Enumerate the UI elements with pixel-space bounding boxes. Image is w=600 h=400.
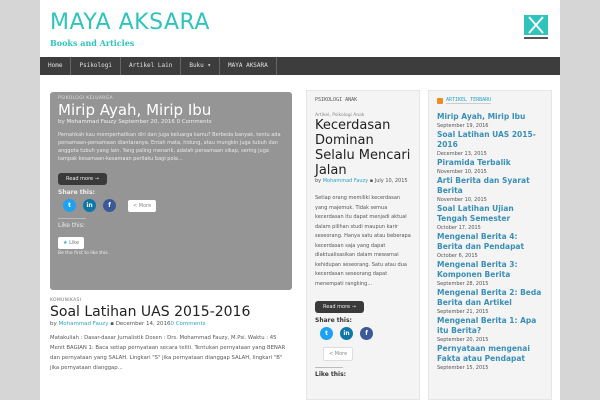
psikologi-anak-widget bbox=[306, 90, 420, 400]
recent-post-link[interactable]: Mengenal Berita 3: Komponen Berita bbox=[437, 260, 518, 279]
post-category[interactable]: Artikel, Psikologi Anak bbox=[315, 113, 365, 118]
recent-post-date: September 21, 2015 bbox=[437, 309, 489, 315]
widget-header bbox=[437, 97, 543, 104]
post-title[interactable]: Soal Latihan UAS 2015-2016 bbox=[50, 304, 251, 320]
recent-post-date: December 13, 2015 bbox=[437, 151, 487, 157]
recent-post-link[interactable]: Mengenal Berita 2: Beda Berita dan Artikel bbox=[437, 288, 542, 307]
share-icon: < bbox=[329, 351, 335, 357]
recent-post-link[interactable]: Mirip Ayah, Mirip Ibu bbox=[437, 112, 526, 121]
divider bbox=[315, 367, 343, 368]
by-label: by bbox=[50, 321, 59, 327]
author-link[interactable]: Mohammad Fauzy bbox=[58, 321, 109, 327]
share-buttons bbox=[315, 327, 411, 340]
post-soal-latihan bbox=[50, 298, 292, 373]
post-date: December 14, 2016 bbox=[115, 321, 171, 327]
like-button[interactable] bbox=[58, 237, 84, 249]
main-nav bbox=[40, 57, 560, 75]
site-description: Books and Articles bbox=[50, 38, 135, 48]
recent-post-date: September 19, 2016 bbox=[437, 123, 489, 129]
facebook-share-icon[interactable]: f bbox=[360, 327, 373, 340]
read-more-button[interactable]: Read more → bbox=[58, 173, 107, 185]
star-icon: ★ bbox=[63, 240, 70, 246]
read-more-button[interactable]: Read more → bbox=[315, 301, 364, 313]
recent-posts-widget bbox=[428, 90, 552, 400]
share-more-label: More bbox=[138, 202, 152, 209]
linkedin-share-icon[interactable]: in bbox=[340, 327, 353, 340]
share-label: Share this: bbox=[58, 189, 95, 196]
like-label: Like this: bbox=[58, 222, 85, 229]
recent-post-link[interactable]: Soal Latihan UAS 2015-2016 bbox=[437, 130, 536, 149]
main-content bbox=[50, 92, 292, 373]
recent-post-date: November 10, 2015 bbox=[437, 169, 487, 175]
recent-post-date: November 10, 2015 bbox=[437, 197, 487, 203]
recent-post-link[interactable]: Piramida Terbalik bbox=[437, 158, 511, 167]
recent-post-link[interactable]: Mengenal Berita 4: Berita dan Pendapat bbox=[437, 232, 525, 251]
linkedin-share-icon[interactable]: in bbox=[83, 199, 96, 212]
nav-buku-dropdown[interactable]: Buku ▾ bbox=[181, 57, 220, 75]
post-excerpt: Matakuliah : Dasar-dasar Jurnalistik Dosen : Drs. Mohammad Fauzy, M.Psi. Waktu : 45 Menit BAGIAN 1: Baca setiap pernyataan secara teliti. Tentukan pernyataan yang BENAR dan pernyataan yang SALAH. Lingkari "S" jika pernyataan dianggap SALAH, lingkari "B" jika pernyataan dianggap... bbox=[50, 335, 286, 371]
by-label: by bbox=[315, 178, 323, 184]
nav-maya-aksara[interactable]: MAYA AKSARA bbox=[220, 57, 277, 75]
post-byline: by Mohammad Fauzy September 20, 2016 0 Comments bbox=[58, 119, 212, 125]
recent-post-date: October 6, 2015 bbox=[437, 253, 478, 259]
nav-artikel-lain[interactable]: Artikel Lain bbox=[121, 57, 181, 75]
share-more-button[interactable] bbox=[128, 200, 156, 212]
post-date: July 10, 2015 bbox=[374, 178, 408, 184]
like-label: Like this: bbox=[315, 371, 347, 378]
post-category[interactable]: PSIKOLOGI KELUARGA bbox=[58, 96, 113, 101]
site-logo-icon[interactable] bbox=[524, 15, 548, 41]
share-icon: < bbox=[133, 202, 139, 209]
like-button-label: Like bbox=[69, 240, 80, 246]
recent-post-date: September 28, 2015 bbox=[437, 281, 489, 287]
post-byline: by Mohammad Fauzy ▪ December 14, 20160 Comments bbox=[50, 321, 206, 327]
author-link[interactable]: Mohammad Fauzy bbox=[322, 178, 369, 184]
nav-home[interactable]: Home bbox=[40, 57, 71, 75]
post-excerpt: Setiap orang memiliki kecerdasan yang majemuk. Tidak semua kecerdasan itu dapat menjadi aktual dalam pilihan studi maupun karir seseorang. Hanya satu atau beberapa kecerdasan saja yang dapat diaktualisasikan dalam mewarnai kehidupan seseorang. Satu atau dua kecerdasan seseorang dapat menempati rangking... bbox=[315, 195, 411, 287]
share-label: Share this: bbox=[315, 317, 352, 324]
post-byline: by Mohammad Fauzy ▪ July 10, 2015 bbox=[315, 178, 408, 184]
post-category[interactable]: KOMUNIKASI bbox=[50, 298, 82, 303]
twitter-share-icon[interactable]: t bbox=[320, 327, 333, 340]
site-title[interactable]: MAYA AKSARA bbox=[50, 10, 210, 35]
recent-post-link[interactable]: Pernyataan mengenai Fakta atau Pendapat bbox=[437, 344, 530, 363]
recent-post-link[interactable]: Soal Latihan Ujian Tengah Semester bbox=[437, 204, 514, 223]
recent-post-link[interactable]: Mengenal Berita 1: Apa itu Berita? bbox=[437, 316, 537, 335]
share-more-button[interactable] bbox=[323, 347, 353, 361]
share-buttons bbox=[58, 199, 284, 212]
comments-link[interactable]: 0 Comments bbox=[170, 321, 206, 327]
recent-post-date: September 20, 2015 bbox=[437, 337, 489, 343]
recent-posts-list bbox=[437, 112, 543, 372]
like-note: Be the first to like this. bbox=[58, 251, 110, 256]
site-header bbox=[40, 0, 560, 57]
divider bbox=[58, 218, 86, 219]
widget-title: PSIKOLOGI ANAK bbox=[315, 97, 358, 103]
recent-post-link[interactable]: Arti Berita dan Syarat Berita bbox=[437, 176, 530, 195]
page-container bbox=[40, 0, 560, 400]
recent-post-date: October 17, 2015 bbox=[437, 225, 481, 231]
rss-icon[interactable] bbox=[437, 98, 443, 104]
nav-psikologi[interactable]: Psikologi bbox=[71, 57, 121, 75]
twitter-share-icon[interactable]: t bbox=[63, 199, 76, 212]
widget-title[interactable]: ARTIKEL TERBARU bbox=[446, 97, 492, 103]
featured-post bbox=[50, 92, 292, 290]
recent-post-date: September 15, 2015 bbox=[437, 365, 489, 371]
share-more-label: More bbox=[334, 351, 348, 357]
post-title[interactable]: Kecerdasan Dominan Selalu Mencari Jalan bbox=[315, 118, 411, 178]
post-excerpt: Pernahkah kau memperhatikan diri dan juga keluarga kamu? Berbeda banyak, tentu ada persamaan-persamaan diantaranya. Entah mata, hidung, atau mungkin juga tubuh dan anggota tubuh yang lain. Yang paling menarik, adalah persamaan sikap, sering juga tampak kesamaan-kesamaan perilaku bagi pola... bbox=[58, 132, 281, 162]
facebook-share-icon[interactable]: f bbox=[103, 199, 116, 212]
post-title[interactable]: Mirip Ayah, Mirip Ibu bbox=[58, 101, 212, 119]
